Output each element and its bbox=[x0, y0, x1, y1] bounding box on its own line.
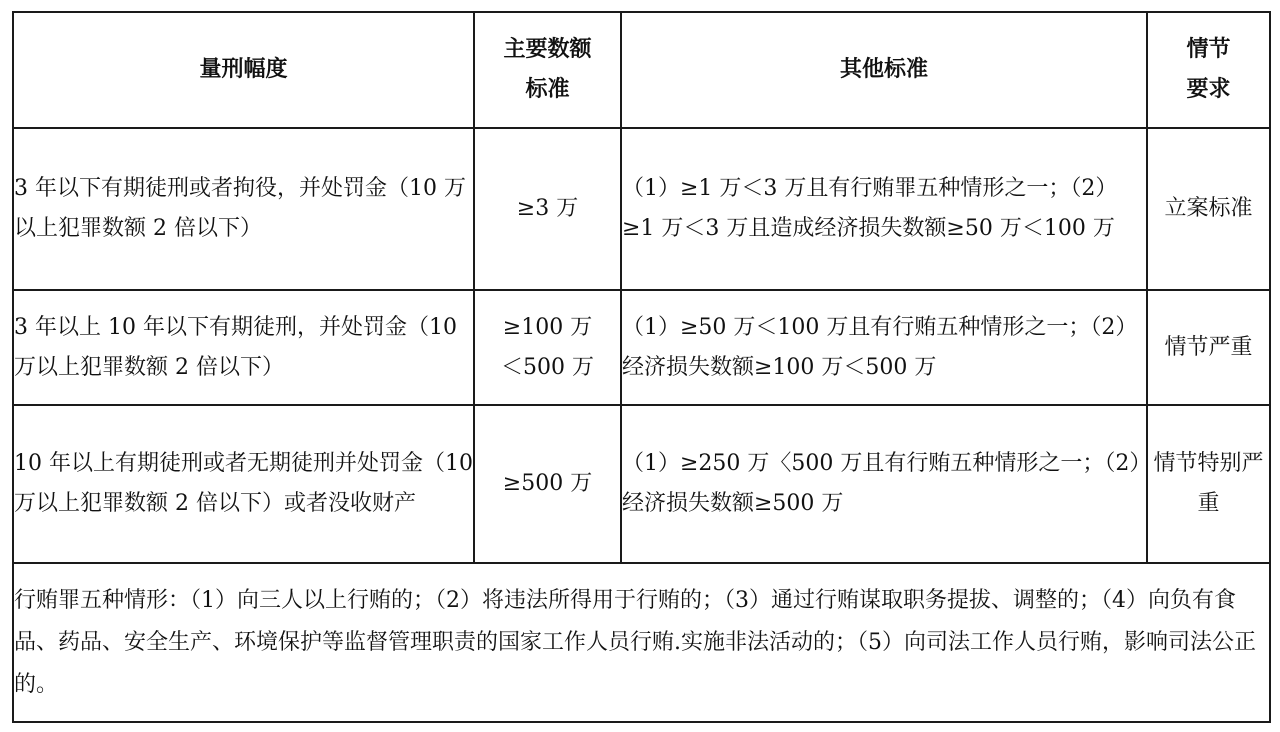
header-circumstance-requirement: 情节要求 bbox=[1147, 12, 1270, 128]
requirement-cell: 情节严重 bbox=[1147, 290, 1270, 405]
table-row bbox=[13, 128, 1270, 290]
table-row bbox=[13, 290, 1270, 405]
note-row bbox=[13, 563, 1270, 722]
header-other-standards: 其他标准 bbox=[621, 12, 1147, 128]
sentencing-range-cell: 3 年以下有期徒刑或者拘役，并处罚金（10 万以上犯罪数额 2 倍以下） bbox=[13, 128, 474, 290]
five-circumstances-note: 行贿罪五种情形：（1）向三人以上行贿的；（2）将违法所得用于行贿的；（3）通过行贿谋取职务提拔、调整的；（4）向负有食品、药品、安全生产、环境保护等监督管理职责的国家工作人员行贿.实施非法活动的；（5）向司法工作人员行贿，影响司法公正的。 bbox=[13, 563, 1270, 722]
table-row bbox=[13, 405, 1270, 563]
requirement-cell: 情节特别严重 bbox=[1147, 405, 1270, 563]
main-amount-cell: ≥500 万 bbox=[474, 405, 621, 563]
header-row bbox=[13, 12, 1270, 128]
header-main-amount-standard: 主要数额标准 bbox=[474, 12, 621, 128]
other-standards-cell: （1）≥50 万＜100 万且有行贿五种情形之一；（2）经济损失数额≥100 万＜500 万 bbox=[621, 290, 1147, 405]
other-standards-cell: （1）≥250 万〈500 万且有行贿五种情形之一；（2）经济损失数额≥500 万 bbox=[621, 405, 1147, 563]
sentencing-range-cell: 10 年以上有期徒刑或者无期徒刑并处罚金（10 万以上犯罪数额 2 倍以下）或者没收财产 bbox=[13, 405, 474, 563]
sentencing-range-cell: 3 年以上 10 年以下有期徒刑，并处罚金（10 万以上犯罪数额 2 倍以下） bbox=[13, 290, 474, 405]
other-standards-cell: （1）≥1 万＜3 万且有行贿罪五种情形之一；（2）≥1 万＜3 万且造成经济损失数额≥50 万＜100 万 bbox=[621, 128, 1147, 290]
main-amount-cell: ≥100 万＜500 万 bbox=[474, 290, 621, 405]
requirement-cell: 立案标准 bbox=[1147, 128, 1270, 290]
sentencing-table bbox=[12, 11, 1271, 723]
main-amount-cell: ≥3 万 bbox=[474, 128, 621, 290]
header-sentencing-range: 量刑幅度 bbox=[13, 12, 474, 128]
